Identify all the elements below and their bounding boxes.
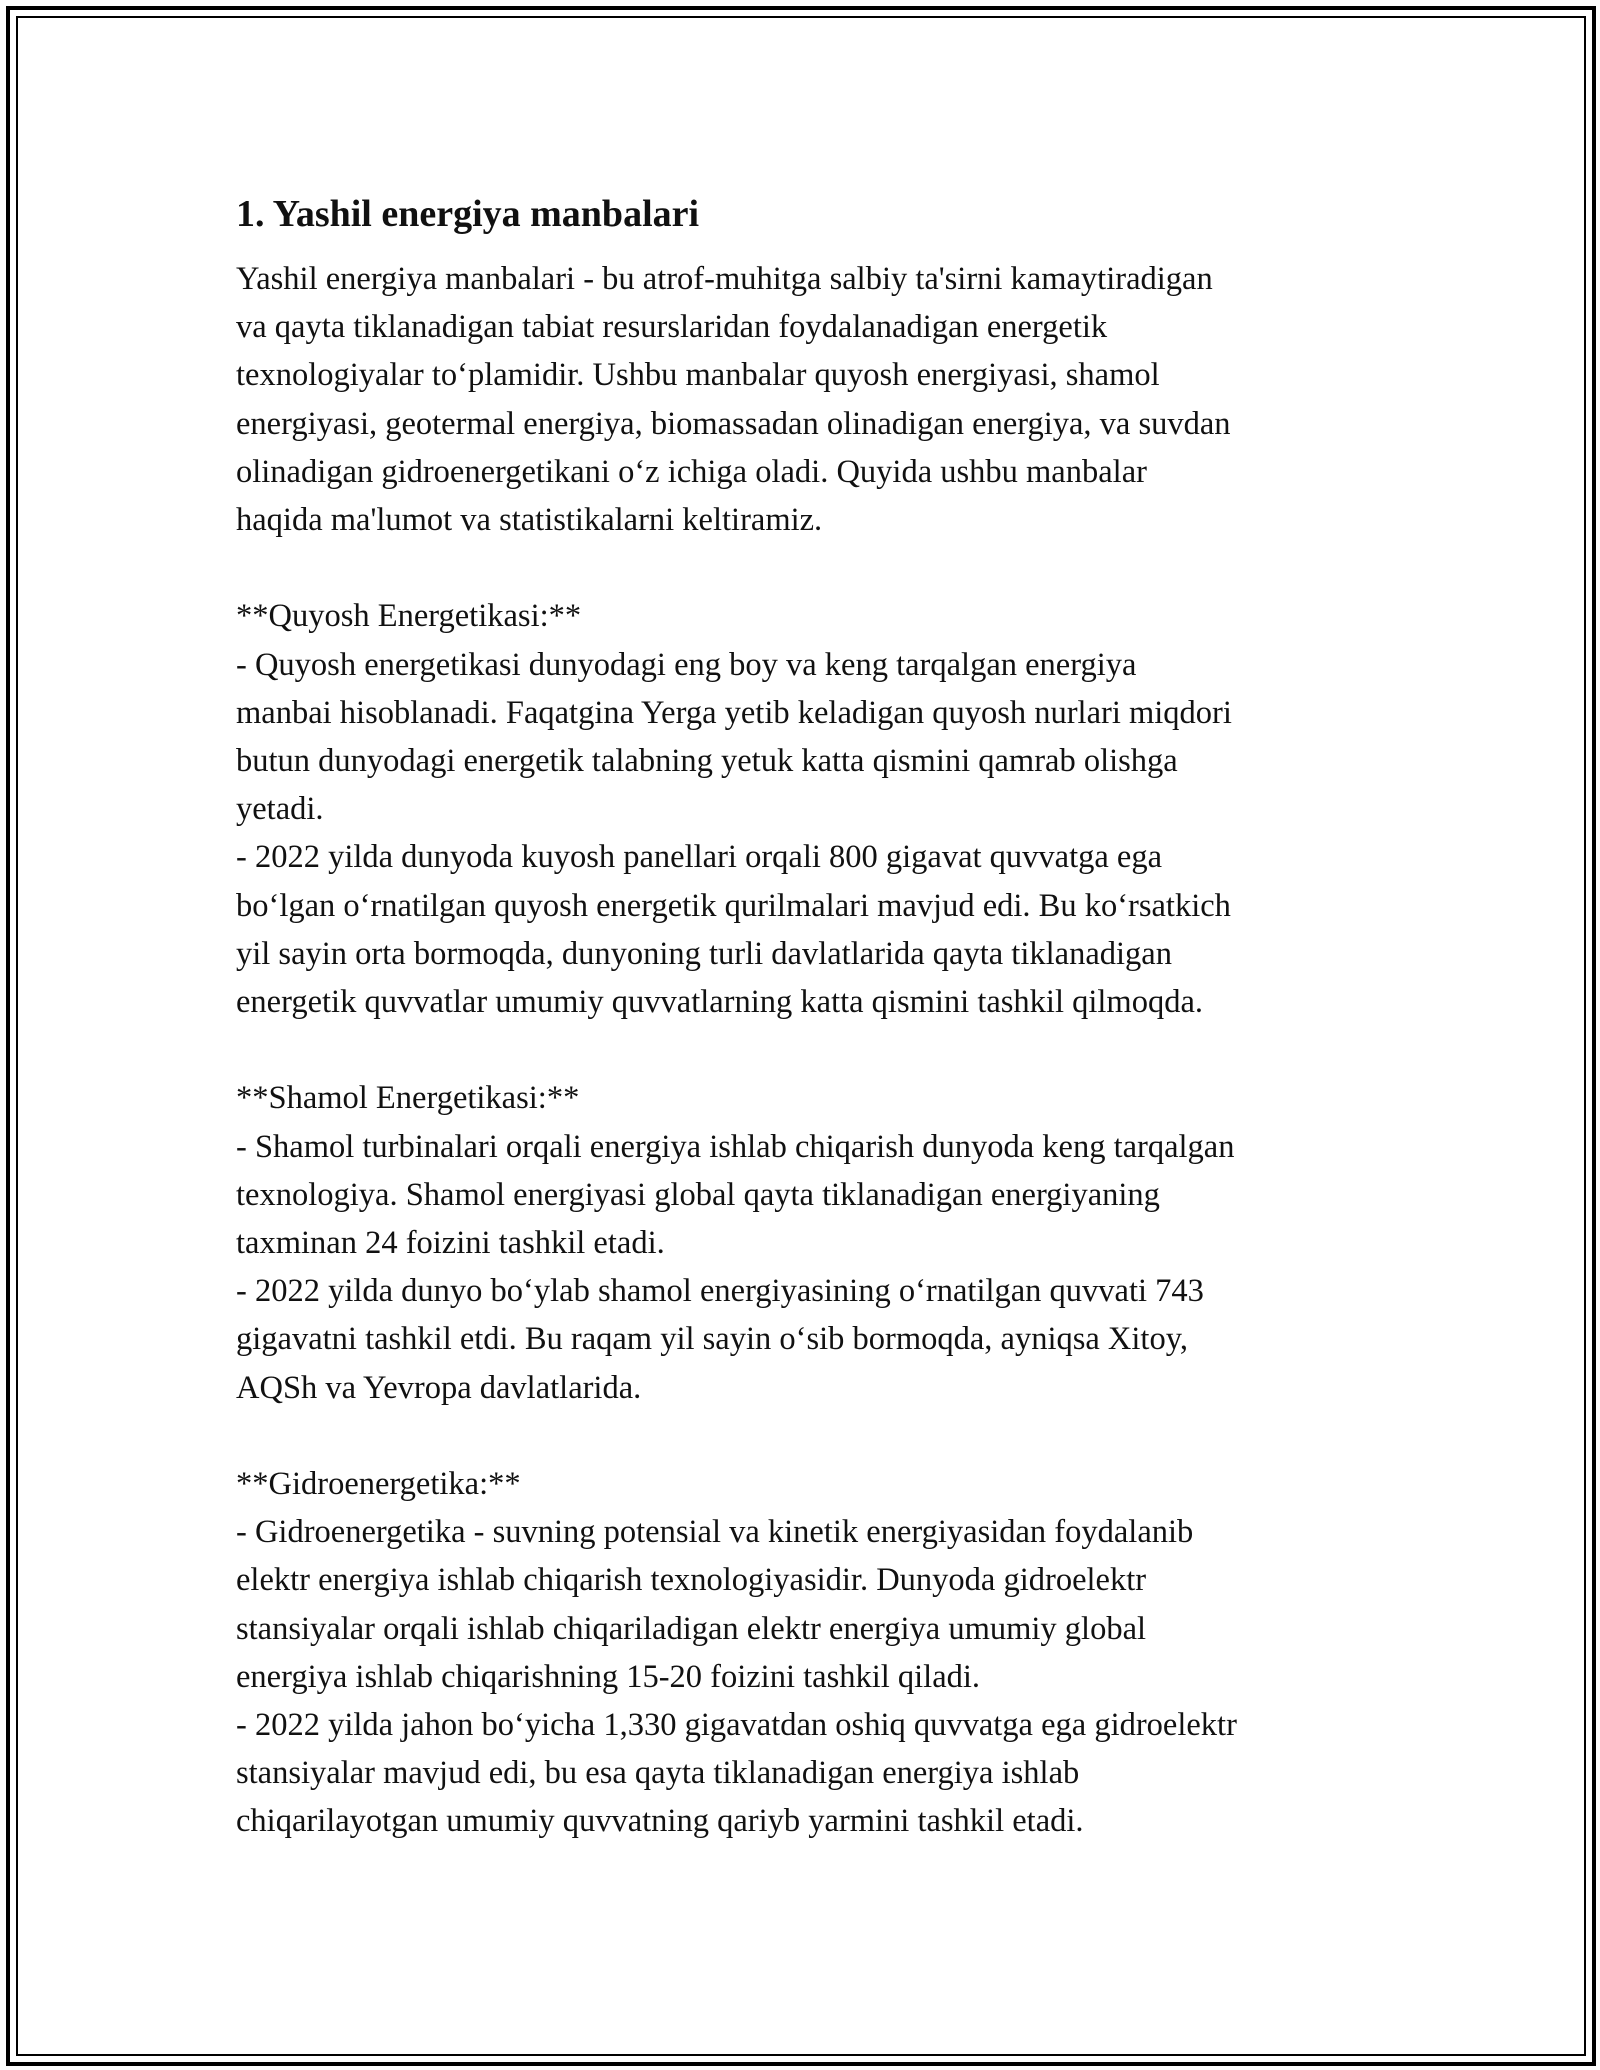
section-line: - Quyosh energetikasi dunyodagi eng boy va keng tarqalgan energiya [236,646,1137,683]
intro-line: olinadigan gidroenergetikani o‘z ichiga oladi. Quyida ushbu manbalar [236,453,1147,490]
paragraph-spacer [236,544,1376,592]
section-line: butun dunyodagi energetik talabning yetuk katta qismini qamrab olishga [236,743,1178,780]
section-heading: 1. Yashil energiya manbalari [236,193,700,235]
section-line: - 2022 yilda dunyo bo‘ylab shamol energiyasining o‘rnatilgan quvvati 743 [236,1273,1204,1310]
section-subtitle: **Gidroenergetika:** [236,1466,521,1503]
section-line: energetik quvvatlar umumiy quvvatlarning katta qismini tashkil qilmoqda. [236,984,1204,1021]
section-line: yil sayin orta bormoqda, dunyoning turli davlatlarida qayta tiklanadigan [236,935,1172,972]
intro-line: haqida ma'lumot va statistikalarni keltiramiz. [236,502,823,539]
section-line: yetadi. [236,791,324,828]
section-line: gigavatni tashkil etdi. Bu raqam yil sayin o‘sib bormoqda, ayniqsa Xitoy, [236,1321,1188,1358]
intro-line: texnologiyalar to‘plamidir. Ushbu manbalar quyosh energiyasi, shamol [236,357,1160,394]
section-line: chiqarilayotgan umumiy quvvatning qariyb yarmini tashkil etadi. [236,1803,1084,1840]
section-line: - Gidroenergetika - suvning potensial va kinetik energiyasidan foydalanib [236,1514,1194,1551]
intro-line: va qayta tiklanadigan tabiat resurslaridan foydalanadigan energetik [236,309,1108,346]
section-line: AQSh va Yevropa davlatlarida. [236,1369,642,1406]
section-line: bo‘lgan o‘rnatilgan quyosh energetik qurilmalari mavjud edi. Bu ko‘rsatkich [236,887,1231,924]
section-subtitle: **Quyosh Energetikasi:** [236,598,582,635]
section-line: - 2022 yilda jahon bo‘yicha 1,330 gigavatdan oshiq quvvatga ega gidroelektr [236,1707,1237,1744]
section-line: texnologiya. Shamol energiyasi global qayta tiklanadigan energiyaning [236,1176,1160,1213]
document-body [236,185,1376,1846]
text-area [236,255,1376,1846]
paragraph-spacer [236,1026,1376,1074]
section-subtitle: **Shamol Energetikasi:** [236,1080,580,1117]
paragraph-spacer [236,1412,1376,1460]
section-line: - Shamol turbinalari orqali energiya ishlab chiqarish dunyoda keng tarqalgan [236,1128,1235,1165]
intro-line: energiyasi, geotermal energiya, biomassadan olinadigan energiya, va suvdan [236,405,1231,442]
section-line: taxminan 24 foizini tashkil etadi. [236,1225,665,1262]
intro-line: Yashil energiya manbalari - bu atrof-muhitga salbiy ta'sirni kamaytiradigan [236,261,1213,297]
section-line: elektr energiya ishlab chiqarish texnologiyasidir. Dunyoda gidroelektr [236,1562,1147,1599]
section-line: stansiyalar orqali ishlab chiqariladigan elektr energiya umumiy global [236,1610,1147,1647]
section-line: energiya ishlab chiqarishning 15-20 foizini tashkil qiladi. [236,1658,981,1695]
section-line: - 2022 yilda dunyoda kuyosh panellari orqali 800 gigavat quvvatga ega [236,839,1163,876]
section-line: stansiyalar mavjud edi, bu esa qayta tiklanadigan energiya ishlab [236,1755,1080,1792]
section-line: manbai hisoblanadi. Faqatgina Yerga yetib keladigan quyosh nurlari miqdori [236,694,1232,731]
